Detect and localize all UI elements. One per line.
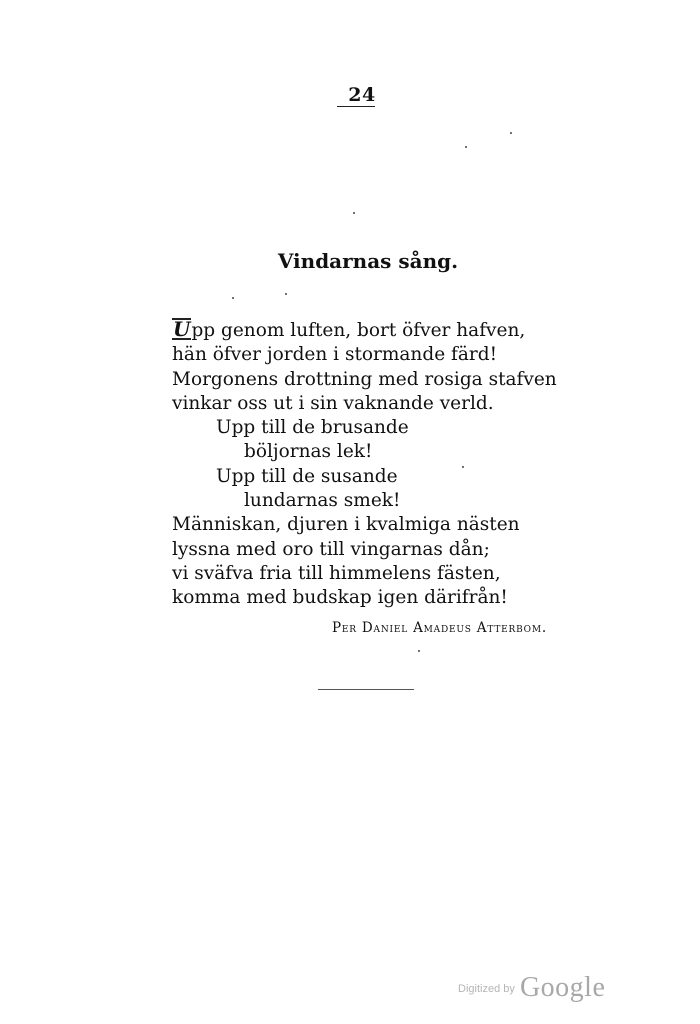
poem-line: lyssna med oro till vingarnas dån; bbox=[172, 538, 490, 560]
poem-body bbox=[172, 318, 572, 611]
print-speck bbox=[510, 132, 512, 134]
poem-line: vinkar oss ut i sin vaknande verld. bbox=[172, 392, 494, 414]
poem-title: Vindarnas sång. bbox=[277, 249, 459, 273]
end-rule bbox=[318, 689, 414, 690]
poem-line: vi sväfva fria till himmelens fästen, bbox=[172, 562, 501, 584]
watermark-prefix: Digitized by bbox=[458, 983, 515, 995]
poem-line: Morgonens drottning med rosiga stafven bbox=[172, 368, 557, 390]
poem-line: hän öfver jorden i stormande färd! bbox=[172, 344, 498, 366]
print-speck bbox=[285, 293, 287, 295]
poem-line: lundarnas smek! bbox=[244, 490, 401, 512]
google-logo: Google bbox=[519, 972, 606, 1003]
author-attribution: Per Daniel Amadeus Atterbom. bbox=[332, 620, 547, 636]
poem-line-text: pp genom luften, bort öfver hafven, bbox=[191, 320, 526, 341]
page-number-rule bbox=[337, 106, 375, 107]
print-speck bbox=[353, 212, 355, 214]
print-speck bbox=[462, 466, 464, 468]
poem-line: komma med budskap igen därifrån! bbox=[172, 587, 508, 609]
poem-line: Upp till de susande bbox=[216, 465, 398, 487]
poem-line: Människan, djuren i kvalmiga nästen bbox=[172, 514, 520, 536]
poem-line: böljornas lek! bbox=[244, 441, 373, 463]
page-number: 24 bbox=[348, 84, 376, 106]
poem-line bbox=[172, 318, 572, 343]
print-speck bbox=[232, 297, 234, 299]
digitized-by-google-watermark bbox=[458, 972, 605, 1004]
poem-line: Upp till de brusande bbox=[216, 417, 409, 439]
decorated-initial: U bbox=[173, 317, 191, 341]
print-speck bbox=[465, 146, 467, 148]
print-speck bbox=[418, 650, 420, 652]
